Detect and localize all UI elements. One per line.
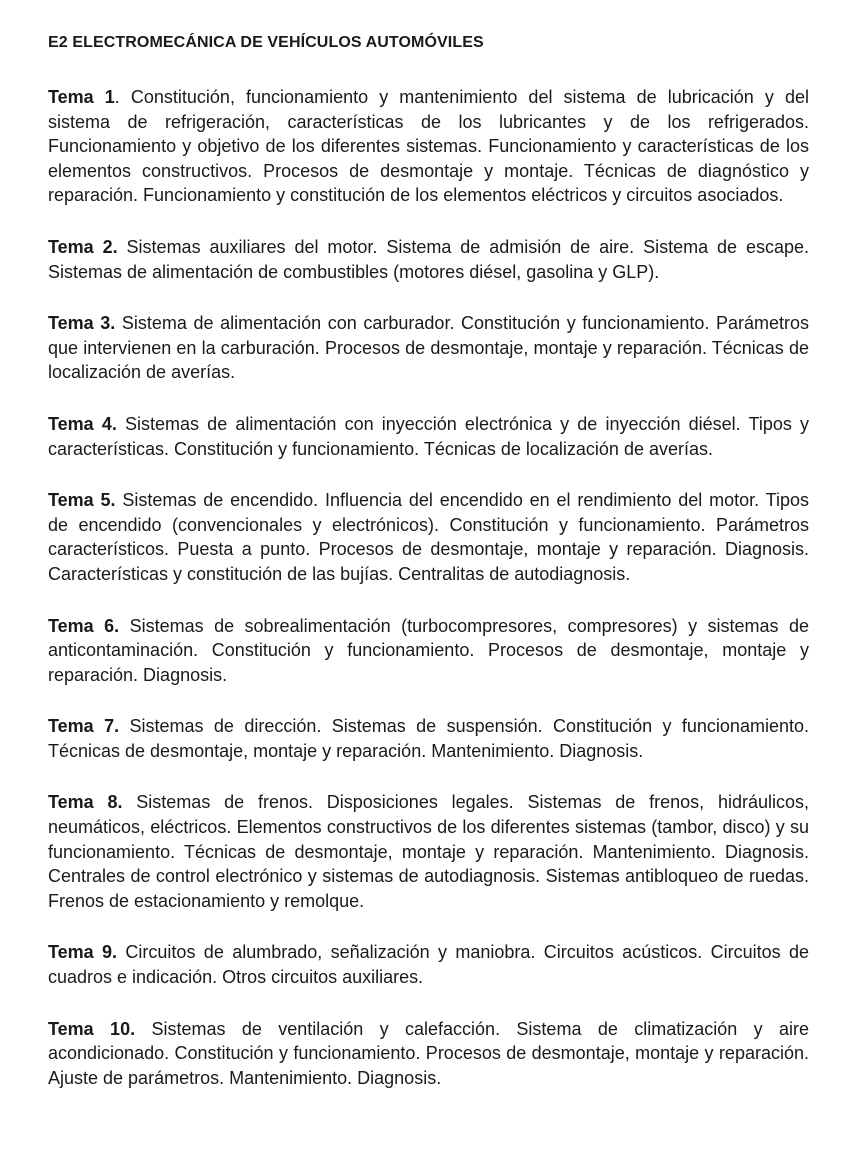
tema-1-label: Tema 1 <box>48 87 115 107</box>
tema-7-paragraph <box>48 714 809 763</box>
tema-9-paragraph <box>48 940 809 989</box>
tema-2-body: Sistemas auxiliares del motor. Sistema de admisión de aire. Sistema de escape. Sistemas de alimentación de combustibles (motores diésel, gasolina y GLP). <box>48 236 809 282</box>
tema-4-paragraph <box>48 412 809 461</box>
tema-2-label: Tema 2. <box>48 236 118 257</box>
tema-4-body: Sistemas de alimentación con inyección electrónica y de inyección diésel. Tipos y características. Constitución y funcionamiento. Técnicas de localización de averías. <box>48 413 809 459</box>
tema-4-label: Tema 4. <box>48 413 117 434</box>
tema-9-label: Tema 9. <box>48 942 118 963</box>
tema-1-paragraph <box>48 85 809 208</box>
tema-6-body: Sistemas de sobrealimentación (turbocompresores, compresores) y sistemas de anticontaminación. Constitución y funcionamiento. Procesos de desmontaje, montaje y reparación. Diagnosis. <box>48 615 809 685</box>
tema-10-paragraph <box>48 1017 809 1091</box>
tema-10-body: Sistemas de ventilación y calefacción. Sistema de climatización y aire acondicionado. Constitución y funcionamiento. Procesos de desmontaje, montaje y reparación. Ajuste de parámetros. Mantenimiento. Diagnosis. <box>48 1018 809 1088</box>
page-title: E2 ELECTROMECÁNICA DE VEHÍCULOS AUTOMÓVILES <box>48 34 484 51</box>
tema-6-label: Tema 6. <box>48 615 120 636</box>
tema-5-label: Tema 5. <box>48 490 116 511</box>
tema-3-paragraph <box>48 311 809 385</box>
tema-8-body: Sistemas de frenos. Disposiciones legales. Sistemas de frenos, hidráulicos, neumáticos, eléctricos. Elementos constructivos de los diferentes sistemas (tambor, disco) y su funcionamiento. Técnicas de desmontaje, montaje y reparación. Mantenimiento. Diagnosis. Centrales de control electrónico y sistemas de autodiagnosis. Sistemas antibloqueo de ruedas. Frenos de estacionamiento y remolque. <box>48 792 809 911</box>
tema-3-body: Sistema de alimentación con carburador. Constitución y funcionamiento. Parámetros que intervienen en la carburación. Procesos de desmontaje, montaje y reparación. Técnicas de localización de averías. <box>48 313 809 383</box>
tema-5-body: Sistemas de encendido. Influencia del encendido en el rendimiento del motor. Tipos de encendido (convencionales y electrónicos). Constitución y funcionamiento. Parámetros característicos. Puesta a punto. Procesos de desmontaje, montaje y reparación. Diagnosis. Características y constitución de las bujías. Centralitas de autodiagnosis. <box>48 490 809 584</box>
tema-8-paragraph <box>48 790 809 913</box>
tema-3-label: Tema 3. <box>48 313 116 334</box>
tema-10-label: Tema 10. <box>48 1018 136 1039</box>
tema-2-paragraph <box>48 235 809 284</box>
tema-1-body: . Constitución, funcionamiento y mantenimiento del sistema de lubricación y del sistema de refrigeración, características de los lubricantes y de los refrigerados. Funcionamiento y objetivo de los diferentes sistemas. Funcionamiento y características de los elementos constructivos. Procesos de desmontaje y montaje. Técnicas de diagnóstico y reparación. Funcionamiento y constitución de los elementos eléctricos y circuitos asociados. <box>48 87 809 206</box>
tema-8-label: Tema 8. <box>48 792 123 813</box>
tema-9-body: Circuitos de alumbrado, señalización y maniobra. Circuitos acústicos. Circuitos de cuadros e indicación. Otros circuitos auxiliares. <box>48 942 809 988</box>
tema-7-label: Tema 7. <box>48 716 120 737</box>
tema-7-body: Sistemas de dirección. Sistemas de suspensión. Constitución y funcionamiento. Técnicas de desmontaje, montaje y reparación. Mantenimiento. Diagnosis. <box>48 716 809 761</box>
tema-5-paragraph <box>48 488 809 586</box>
tema-6-paragraph <box>48 614 809 688</box>
